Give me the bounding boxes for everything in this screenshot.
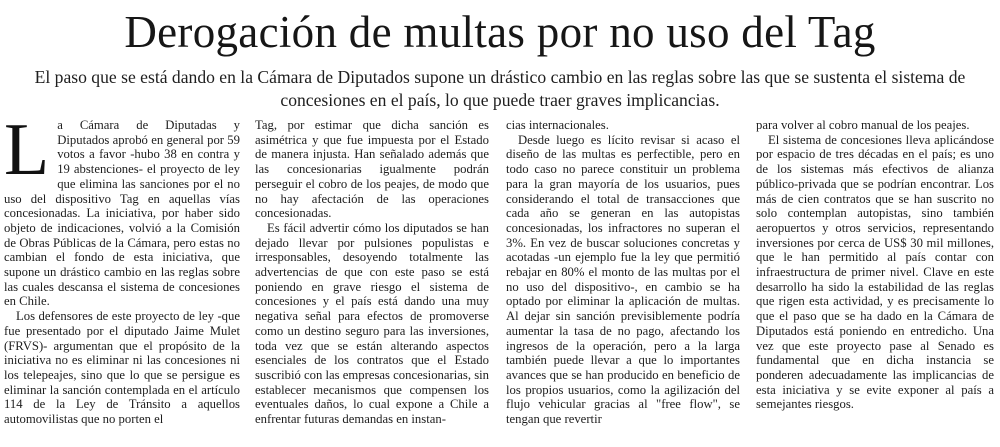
paragraph: Los defensores de este proyecto de ley -que fue presentado por el diputado Jaime Mulet (FRVS)- argumentan que el propósito de la iniciativa no es eliminar ni las concesiones ni los telepeajes, sino que lo que se persigue es eliminar la sanción contemplada en el artículo 114 de la Ley de Tránsito a aquellos automovilistas que no porten el (4, 309, 240, 427)
paragraph: para volver al cobro manual de los peajes. (756, 118, 970, 132)
paragraph: El sistema de concesiones lleva aplicándose por espacio de tres décadas en el país; es uno de los sistemas más efectivos de alianza público-privada que se podrían encontrar. Los más de cien contratos que se han suscrito no solo contemplan autopistas, sino también aeropuertos y otros servicios, representando inversiones por cerca de US$ 30 mil millones, que le han permitido al país contar con infraestructura de primer nivel. Clave en este desarrollo ha sido la estabilidad de las reglas que rigen esta actividad, y es precisamente lo que el paso que se ha dado en la Cámara de Diputados está poniendo en entredicho. Una vez que este proyecto pase al Senado es fundamental que en dicha instancia se ponderen adecuadamente las implicancias de esta iniciativa y se evite exponer al país a semejantes riesgos. (756, 132, 994, 412)
paragraph: cias internacionales. (506, 118, 609, 132)
headline: Derogación de multas por no uso del Tag (124, 7, 876, 57)
paragraph: Tag, por estimar que dicha sanción es asimétrica y que fue impuesta por el Estado de manera injusta. Han señalado además que las concesionarias igualmente podrán perseguir el cobro de los peajes, de modo que no hay afectación de las operaciones concesionadas. (255, 118, 489, 221)
paragraph-text: a Cámara de Diputadas y Diputados aprobó en general por 59 votos a favor -hubo 38 en contra y 19 abstenciones- el proyecto de ley que elimina las sanciones por el no uso del dispositivo Tag en aquellas vías concesionadas. La iniciativa, por haber sido objeto de indicaciones, volvió a la Comisión de Obras Públicas de la Cámara, pero estas no cambian el fondo de esta iniciativa, que supone un drástico cambio en las reglas sobre las cuales descansa el sistema de concesiones en Chile. (4, 118, 240, 309)
column-3 (506, 118, 740, 447)
paragraph (4, 118, 240, 309)
column-2 (255, 118, 489, 447)
subheadline: El paso que se está dando en la Cámara de Diputados supone un drástico cambio en las reglas sobre las que se sustenta el sistema de concesiones en el país, lo que puede traer graves implicancias. (34, 67, 966, 110)
paragraph: Desde luego es lícito revisar si acaso el diseño de las multas es perfectible, pero en todo caso no parece constituir un problema para la gran mayoría de los usuarios, pues considerando el total de transacciones que cada año se generan en las autopistas concesionadas, los infractores no superan el 3%. En vez de buscar soluciones concretas y acotadas -un ejemplo fue la ley que permitió rebajar en 80% el monto de las multas por el no uso del dispositivo-, en cambio se ha optado por eliminar la aplicación de multas. Al dejar sin sanción previsiblemente podría aumentar la tasa de no pago, afectando los ingresos de la operación, pero a la larga también puede llevar a que lo importantes avances que se han producido en beneficio de los propios usuarios, como la agilización del flujo vehicular gracias al "free flow", se tengan que revertir (506, 132, 740, 427)
paragraph: Es fácil advertir cómo los diputados se han dejado llevar por pulsiones populistas e irresponsables, desoyendo totalmente las advertencias de que con este paso se está poniendo en grave riesgo el sistema de concesiones y el país está dando una muy negativa señal para efectos de promoverse como un destino seguro para las inversiones, toda vez que se están alterando aspectos esenciales de los contratos que el Estado suscribió con las empresas concesionarias, sin establecer mecanismos que compensen los eventuales daños, lo cual expone a Chile a enfrentar futuras demandas en instan- (255, 220, 489, 427)
drop-cap: L (4, 118, 50, 191)
column-4 (756, 118, 994, 447)
column-1 (4, 118, 240, 447)
